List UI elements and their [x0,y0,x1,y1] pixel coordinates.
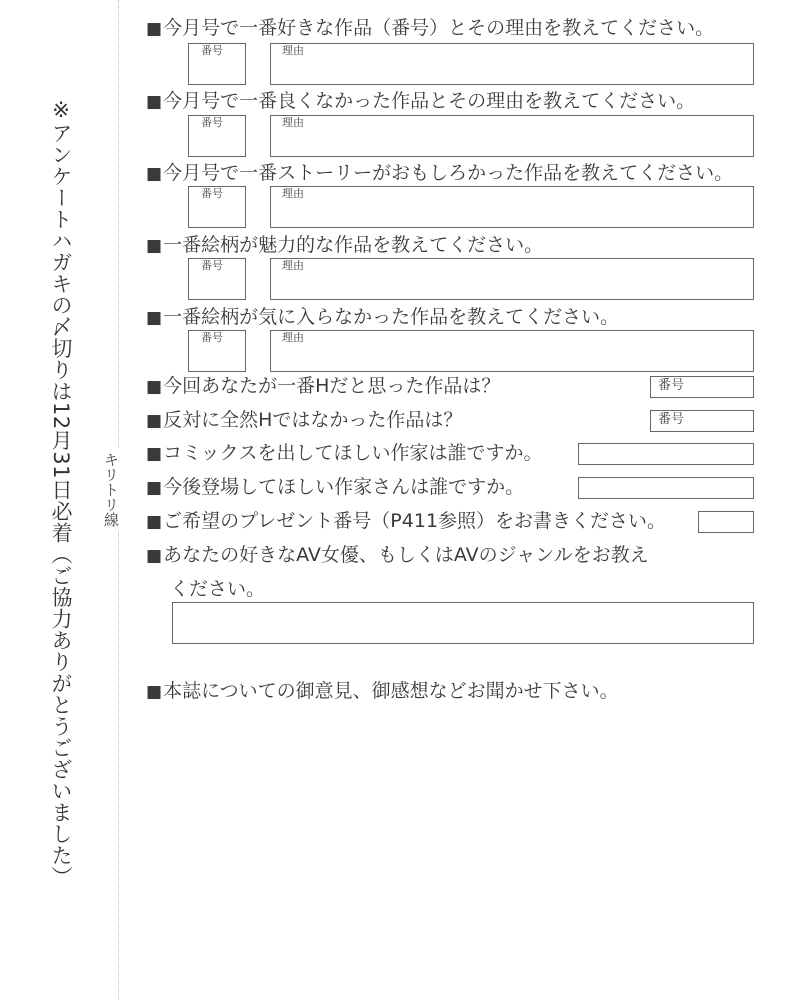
question-text: 一番絵柄が魅力的な作品を教えてください。 [163,234,544,256]
square-bullet-icon: ■ [146,19,163,39]
question-text: ご希望のプレゼント番号（P411参照）をお書きください。 [163,510,667,532]
author-field[interactable] [578,477,754,499]
reason-label: 理由 [282,44,304,57]
square-bullet-icon: ■ [146,546,163,566]
square-bullet-icon: ■ [146,236,163,256]
question-text: 一番絵柄が気に入らなかった作品を教えてください。 [163,306,620,328]
question-12 [146,679,619,704]
question-10 [146,509,666,534]
question-text: 今回あなたが一番Hだと思った作品は？ [163,375,501,397]
question-7 [146,408,462,433]
question-8 [146,441,543,466]
reason-field[interactable] [270,186,754,228]
question-9 [146,475,524,500]
question-3 [146,161,733,186]
reason-label: 理由 [282,331,304,344]
square-bullet-icon: ■ [146,512,163,532]
reason-field[interactable] [270,43,754,85]
deadline-note: ※アンケートハガキの〆切りは12月31日必着（ご協力ありがとうございました） [49,98,73,888]
reason-label: 理由 [282,116,304,129]
square-bullet-icon: ■ [146,92,163,112]
square-bullet-icon: ■ [146,682,163,702]
number-label: 番号 [201,44,223,57]
question-5 [146,305,619,330]
number-label: 番号 [201,331,223,344]
question-text: 今月号で一番ストーリーがおもしろかった作品を教えてください。 [163,162,734,184]
cut-line-label: キリトリ線 [101,448,121,531]
present-number-field[interactable] [698,511,754,533]
av-answer-field[interactable] [172,602,754,644]
question-text: 今月号で一番良くなかった作品とその理由を教えてください。 [163,90,696,112]
question-4 [146,233,543,258]
question-text: あなたの好きなAV女優、もしくはAVのジャンルをお教え [163,544,649,566]
question-text: 今後登場してほしい作家さんは誰ですか。 [163,476,525,498]
question-6 [146,374,500,399]
number-label: 番号 [658,378,685,393]
number-label: 番号 [658,412,685,427]
number-label: 番号 [201,116,223,129]
question-1 [146,16,714,41]
author-field[interactable] [578,443,754,465]
reason-field[interactable] [270,258,754,300]
question-text: 本誌についての御意見、御感想などお聞かせ下さい。 [163,680,619,702]
reason-label: 理由 [282,259,304,272]
square-bullet-icon: ■ [146,444,163,464]
number-label: 番号 [201,187,223,200]
question-text: コミックスを出してほしい作家は誰ですか。 [163,442,543,464]
reason-label: 理由 [282,187,304,200]
question-text: 反対に全然Hではなかった作品は？ [163,409,463,431]
square-bullet-icon: ■ [146,478,163,498]
question-text: 今月号で一番好きな作品（番号）とその理由を教えてください。 [163,17,715,39]
square-bullet-icon: ■ [146,377,163,397]
square-bullet-icon: ■ [146,164,163,184]
question-11-continuation: ください。 [170,578,266,600]
square-bullet-icon: ■ [146,308,163,328]
question-2 [146,89,695,114]
question-11 [146,543,649,568]
number-label: 番号 [201,259,223,272]
square-bullet-icon: ■ [146,411,163,431]
reason-field[interactable] [270,330,754,372]
reason-field[interactable] [270,115,754,157]
